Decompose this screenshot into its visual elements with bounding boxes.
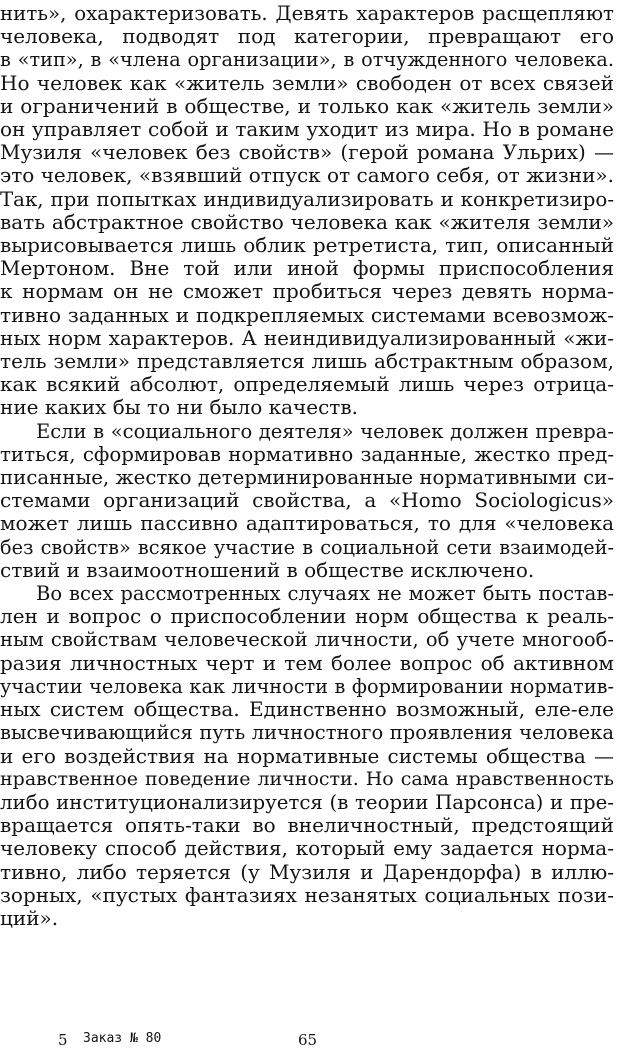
text-line: к нормам он не сможет пробиться через девять норма- xyxy=(0,279,614,304)
page-footer xyxy=(0,1031,620,1051)
body-text xyxy=(0,2,614,930)
text-line: титься, сформировав нормативно заданные, жестко пред- xyxy=(0,442,614,466)
text-line: участии человека как личности в формировании норматив- xyxy=(0,674,614,698)
text-line: разия личностных черт и тем более вопрос об активном xyxy=(0,650,614,675)
print-order-mark: Заказ № 80 xyxy=(83,1031,162,1046)
text-line: зорных, «пустых фантазиях незанятых социальных пози- xyxy=(0,882,614,907)
text-line: без свойств» всякое участие в социальной сети взаимодей- xyxy=(0,535,614,559)
text-line: может лишь пассивно адаптироваться, то для «человека xyxy=(0,511,614,536)
text-line: лен и вопрос о приспособлении норм общества к реаль- xyxy=(0,604,614,629)
text-line: вать абстрактное свойство человека как «жителя земли» xyxy=(0,209,614,234)
text-line: стемами организаций свойства, а «Homo Sociologicus» xyxy=(0,488,614,513)
text-line: тивно заданных и подкрепляемых системами всевозмож- xyxy=(0,302,614,327)
text-line: писанные, жестко детерминированные нормативными си- xyxy=(0,466,614,490)
text-line: нить», охарактеризовать. Девять характеров расщепляют xyxy=(0,2,614,25)
text-line: Если в «социального деятеля» человек должен превра- xyxy=(36,419,614,443)
text-line: вращается опять-таки во внеличностный, предстоящий xyxy=(0,813,614,838)
text-line: человеку способ действия, который ему задается норма- xyxy=(0,836,614,861)
text-line: тивно, либо теряется (у Музиля и Дарендорфа) в иллю- xyxy=(0,859,614,884)
text-line: Во всех рассмотренных случаях не может быть постав- xyxy=(36,582,614,606)
text-line: ным свойствам человеческой личности, об учете многооб- xyxy=(0,628,614,652)
text-line: Музиля «человек без свойств» (герой романа Ульрих) — xyxy=(0,140,614,165)
text-line: ние каких бы то ни было качеств. xyxy=(0,395,358,420)
text-line: он управляет собой и таким уходит из мира. Но в романе xyxy=(0,117,614,142)
text-line: Но человек как «житель земли» свободен от всех связей xyxy=(0,70,614,95)
text-line: как всякий абсолют, определяемый лишь через отрица- xyxy=(0,372,614,397)
text-line: либо институционализируется (в теории Парсонса) и пре- xyxy=(0,790,614,814)
text-line: человека, подводят под категории, превращают его xyxy=(0,24,614,49)
text-line: и ограничений в обществе, и только как «житель земли» xyxy=(0,93,614,118)
text-line: высвечивающийся путь личностного проявления человека xyxy=(0,721,614,745)
page-number: 65 xyxy=(298,1031,318,1049)
text-line: тель земли» представляется лишь абстрактным образом, xyxy=(0,349,614,374)
text-line: нравственное поведение личности. Но сама нравственность xyxy=(0,767,614,790)
text-line: Так, при попытках индивидуализировать и конкретизиро- xyxy=(0,187,614,211)
text-line: и его воздействия на нормативные системы общества — xyxy=(0,743,614,768)
text-line: вырисовывается лишь облик ретретиста, тип, описанный xyxy=(0,233,614,258)
text-line: ствий и взаимоотношений в обществе исключено. xyxy=(0,557,535,582)
text-line: ных систем общества. Единственно возможный, еле-еле xyxy=(0,697,614,722)
signature-number: 5 xyxy=(58,1031,68,1049)
text-line: Мертоном. Вне той или иной формы приспособления xyxy=(0,256,614,281)
text-line: в «тип», в «члена организации», в отчужденного человека. xyxy=(0,48,614,72)
text-line: ных норм характеров. А неиндивидуализированный «жи- xyxy=(0,325,614,350)
text-line: ций». xyxy=(0,905,59,930)
text-line: это человек, «взявший отпуск от самого себя, от жизни». xyxy=(0,163,614,188)
